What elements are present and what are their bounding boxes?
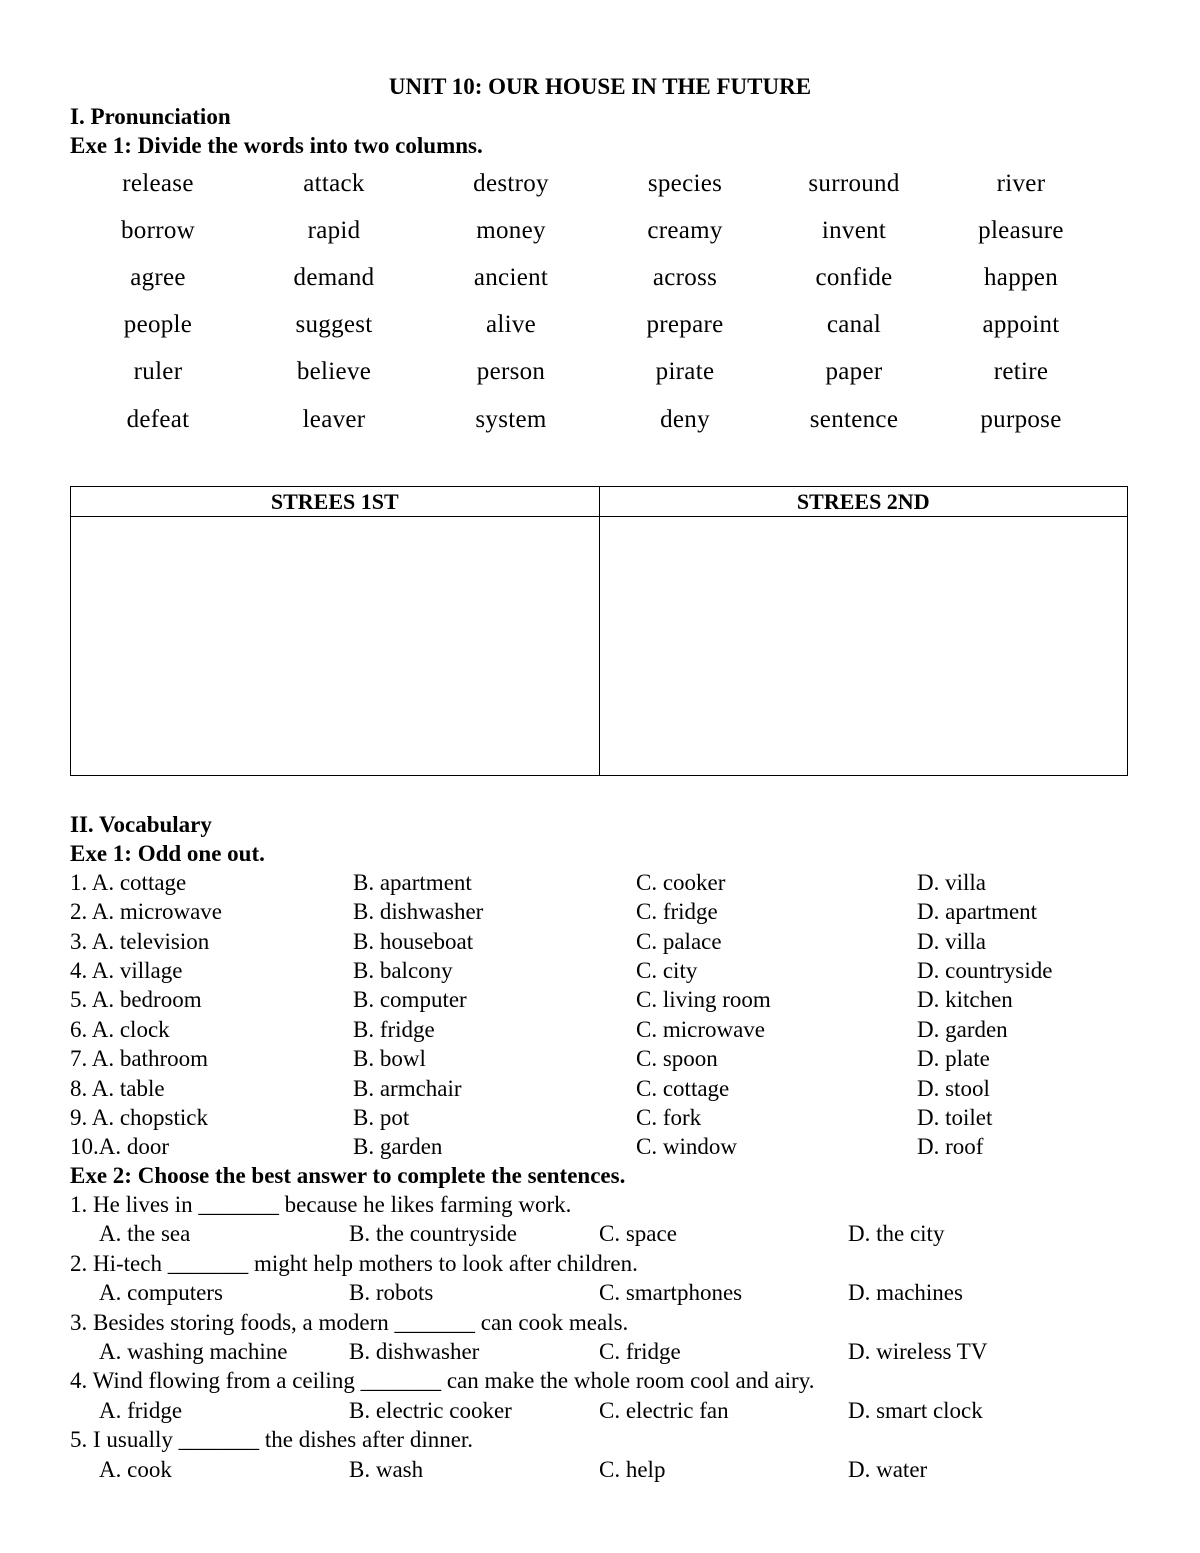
answer-option[interactable]: D. garden: [917, 1016, 1008, 1042]
word-item: confide: [815, 263, 893, 291]
word-item: alive: [485, 311, 537, 339]
answer-option[interactable]: C. fork: [636, 1105, 702, 1131]
answer-option[interactable]: D. toilet: [917, 1105, 993, 1131]
answer-option[interactable]: C. window: [636, 1134, 737, 1160]
stress-column-first: [71, 487, 599, 775]
word-item: appoint: [982, 311, 1060, 339]
word-item: ancient: [473, 263, 549, 291]
question-options: [70, 1219, 1170, 1248]
word-item: prepare: [646, 311, 724, 339]
word-item: person: [476, 358, 546, 386]
answer-option[interactable]: C. cooker: [636, 869, 726, 895]
answer-option[interactable]: D. the city: [848, 1221, 945, 1247]
word-item: destroy: [473, 169, 549, 197]
answer-option[interactable]: 5. A. bedroom: [70, 987, 202, 1013]
odd-one-out-item: [70, 897, 1170, 926]
word-item: purpose: [980, 405, 1062, 433]
word-item: people: [123, 311, 193, 339]
answer-option[interactable]: C. smartphones: [599, 1280, 743, 1306]
answer-option[interactable]: B. robots: [349, 1280, 434, 1306]
answer-option[interactable]: D. plate: [917, 1046, 990, 1072]
question-options: [70, 1455, 1170, 1484]
odd-one-out-item: [70, 927, 1170, 956]
word-item: species: [647, 169, 723, 197]
word-row: [70, 302, 1110, 349]
answer-option[interactable]: B. the countryside: [349, 1221, 517, 1247]
answer-option[interactable]: D. roof: [917, 1134, 984, 1160]
odd-one-out-item: [70, 956, 1170, 985]
question-text: 4. Wind flowing from a ceiling _______ can make the whole room cool and airy.: [70, 1368, 815, 1394]
exercise-heading-choose-answer: Exe 2: Choose the best answer to complete the sentences.: [70, 1163, 626, 1188]
answer-option[interactable]: A. computers: [99, 1280, 223, 1306]
answer-option[interactable]: 10.A. door: [70, 1134, 170, 1160]
word-item: river: [996, 169, 1046, 197]
odd-one-out-list: [70, 868, 1170, 1162]
odd-one-out-item: [70, 1044, 1170, 1073]
word-item: surround: [808, 169, 900, 197]
word-row: [70, 396, 1110, 443]
question-options: [70, 1396, 1170, 1425]
odd-one-out-item: [70, 1133, 1170, 1162]
word-item: borrow: [120, 216, 195, 244]
answer-option[interactable]: C. electric fan: [599, 1397, 729, 1423]
odd-one-out-item: [70, 986, 1170, 1015]
answer-option[interactable]: C. space: [599, 1221, 677, 1247]
answer-option[interactable]: C. palace: [636, 928, 722, 954]
answer-option[interactable]: A. the sea: [99, 1221, 191, 1247]
question-options: [70, 1337, 1170, 1366]
answer-option[interactable]: D. villa: [917, 928, 986, 954]
word-row: [70, 160, 1110, 207]
answer-option[interactable]: B. wash: [349, 1456, 424, 1482]
answer-option[interactable]: B. armchair: [353, 1075, 462, 1101]
answer-option[interactable]: B. electric cooker: [349, 1397, 512, 1423]
word-row: [70, 254, 1110, 301]
word-item: money: [476, 216, 546, 244]
answer-option[interactable]: C. city: [636, 958, 698, 984]
answer-option[interactable]: B. dishwasher: [349, 1338, 480, 1364]
word-row: [70, 349, 1110, 396]
word-row: [70, 207, 1110, 254]
answer-option[interactable]: C. help: [599, 1456, 666, 1482]
word-item: release: [122, 169, 194, 197]
word-item: pleasure: [978, 216, 1064, 244]
word-item: happen: [984, 263, 1058, 291]
question-options: [70, 1278, 1170, 1307]
word-item: sentence: [809, 405, 899, 433]
answer-option[interactable]: B. houseboat: [353, 928, 474, 954]
odd-one-out-item: [70, 1015, 1170, 1044]
answer-option[interactable]: A. washing machine: [99, 1338, 288, 1364]
question-text: 2. Hi-tech _______ might help mothers to look after children.: [70, 1250, 638, 1276]
answer-option[interactable]: B. apartment: [353, 869, 472, 895]
answer-option[interactable]: C. fridge: [599, 1338, 681, 1364]
word-item: suggest: [295, 311, 373, 339]
word-item: ruler: [133, 358, 183, 386]
stress-header-first: STREES 1ST: [71, 487, 599, 517]
word-item: canal: [826, 311, 882, 339]
section-heading-vocabulary: II. Vocabulary: [70, 812, 212, 837]
word-item: across: [652, 263, 718, 291]
word-item: believe: [296, 358, 372, 386]
answer-option[interactable]: C. spoon: [636, 1046, 718, 1072]
answer-option[interactable]: D. villa: [917, 869, 986, 895]
word-item: invent: [821, 216, 887, 244]
answer-option[interactable]: B. dishwasher: [353, 899, 484, 925]
page-title: UNIT 10: OUR HOUSE IN THE FUTURE: [388, 74, 812, 99]
answer-option[interactable]: D. stool: [917, 1075, 990, 1101]
exercise-heading-odd-one-out: Exe 1: Odd one out.: [70, 841, 265, 866]
answer-option[interactable]: 9. A. chopstick: [70, 1105, 208, 1131]
stress-header-second: STREES 2ND: [600, 487, 1128, 517]
answer-option[interactable]: 3. A. television: [70, 928, 210, 954]
question-text: 5. I usually _______ the dishes after dinner.: [70, 1427, 474, 1453]
answer-option[interactable]: C. microwave: [636, 1016, 766, 1042]
word-item: agree: [130, 263, 186, 291]
word-item: leaver: [302, 405, 366, 433]
answer-option[interactable]: 7. A. bathroom: [70, 1046, 208, 1072]
question-list: [70, 1190, 1170, 1484]
word-item: pirate: [655, 358, 715, 386]
answer-option[interactable]: 6. A. clock: [70, 1016, 170, 1042]
answer-option[interactable]: 4. A. village: [70, 958, 183, 984]
word-item: creamy: [647, 216, 723, 244]
stress-answer-area-second[interactable]: [600, 517, 1128, 775]
exercise-heading-divide-words: Exe 1: Divide the words into two columns.: [70, 133, 483, 158]
answer-option[interactable]: B. balcony: [353, 958, 453, 984]
answer-option[interactable]: B. computer: [353, 987, 467, 1013]
word-item: paper: [825, 358, 883, 386]
answer-option[interactable]: B. fridge: [353, 1016, 435, 1042]
word-item: deny: [660, 405, 710, 433]
word-item: defeat: [126, 405, 190, 433]
answer-option[interactable]: B. garden: [353, 1134, 443, 1160]
stress-answer-area-first[interactable]: [71, 517, 599, 775]
word-item: rapid: [307, 216, 361, 244]
odd-one-out-item: [70, 1074, 1170, 1103]
stress-table: [70, 486, 1128, 776]
answer-option[interactable]: 8. A. table: [70, 1075, 165, 1101]
answer-option[interactable]: C. living room: [636, 987, 771, 1013]
section-heading-pronunciation: I. Pronunciation: [70, 104, 231, 129]
word-item: retire: [993, 358, 1049, 386]
answer-option[interactable]: D. apartment: [917, 899, 1038, 925]
answer-option[interactable]: 2. A. microwave: [70, 899, 223, 925]
odd-one-out-item: [70, 868, 1170, 897]
answer-option[interactable]: D. kitchen: [917, 987, 1013, 1013]
answer-option[interactable]: 1. A. cottage: [70, 869, 187, 895]
word-item: system: [475, 405, 547, 433]
answer-option[interactable]: A. cook: [99, 1456, 172, 1482]
answer-option[interactable]: B. pot: [353, 1105, 410, 1131]
answer-option[interactable]: D. countryside: [917, 958, 1053, 984]
answer-option[interactable]: D. smart clock: [848, 1397, 983, 1423]
question-text: 1. He lives in _______ because he likes farming work.: [70, 1192, 572, 1217]
word-grid: [70, 160, 1110, 443]
question-text: 3. Besides storing foods, a modern _______ can cook meals.: [70, 1309, 629, 1335]
stress-column-second: [599, 487, 1128, 775]
answer-option[interactable]: D. machines: [848, 1280, 963, 1306]
answer-option[interactable]: A. fridge: [99, 1397, 183, 1423]
word-item: demand: [293, 263, 375, 291]
answer-option[interactable]: D. water: [848, 1456, 928, 1482]
answer-option[interactable]: B. bowl: [353, 1046, 426, 1072]
odd-one-out-item: [70, 1103, 1170, 1132]
word-item: attack: [303, 169, 365, 197]
answer-option[interactable]: D. wireless TV: [848, 1338, 988, 1364]
answer-option[interactable]: C. cottage: [636, 1075, 730, 1101]
answer-option[interactable]: C. fridge: [636, 899, 718, 925]
